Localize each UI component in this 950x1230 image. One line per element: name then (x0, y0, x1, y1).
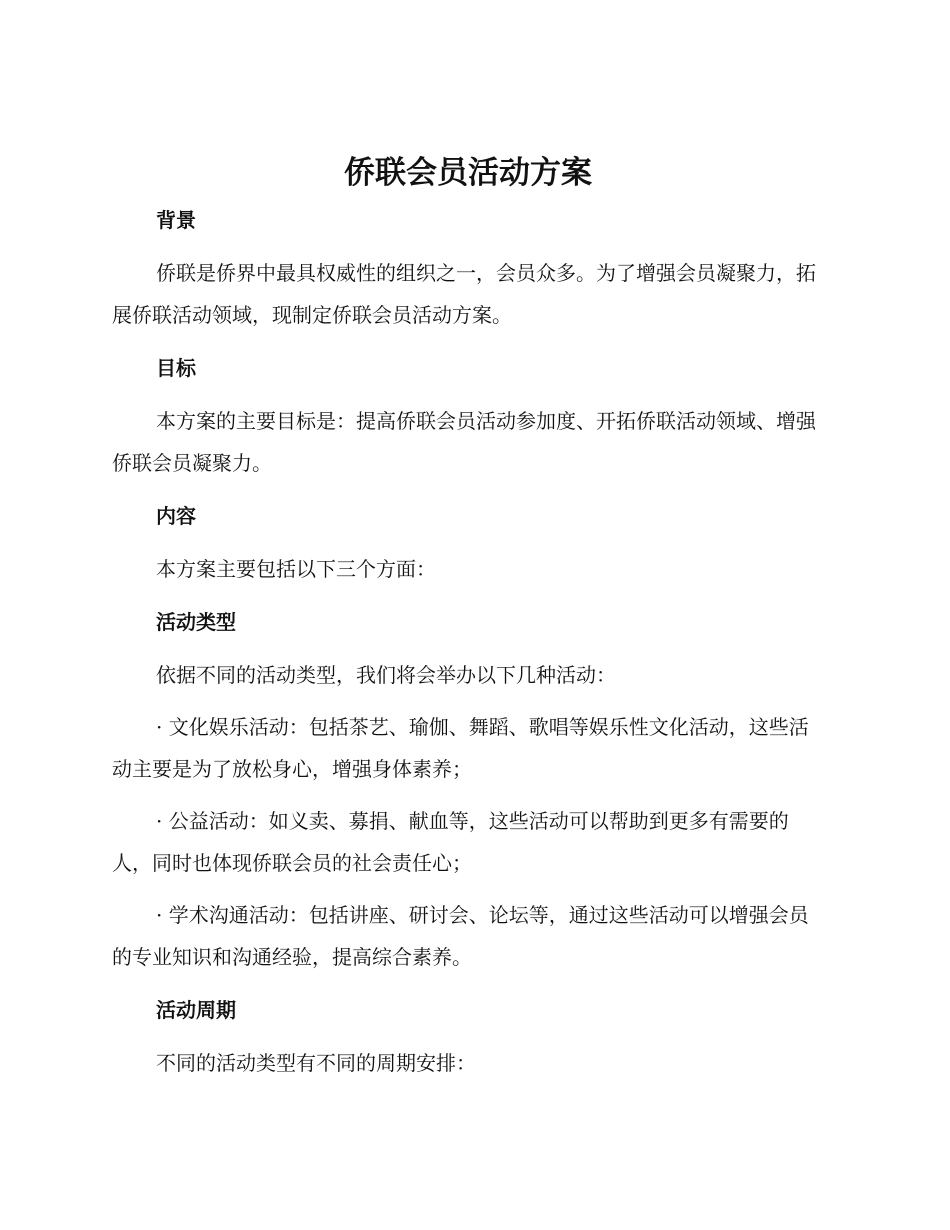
document-body (112, 150, 824, 1084)
document-title: 侨联会员活动方案 (344, 155, 592, 191)
section-heading-background: 背景 (156, 208, 196, 232)
section-heading-goal: 目标 (156, 356, 196, 380)
list-item: · 文化娱乐活动：包括茶艺、瑜伽、舞蹈、歌唱等娱乐性文化活动，这些活动主要是为了放松身心，增强身体素养； (112, 715, 809, 781)
section-heading-content: 内容 (156, 504, 196, 528)
list-item: · 学术沟通活动：包括讲座、研讨会、论坛等，通过这些活动可以增强会员的专业知识和沟通经验，提高综合素养。 (112, 903, 809, 969)
paragraph-goal: 本方案的主要目标是：提高侨联会员活动参加度、开拓侨联活动领域、增强侨联会员凝聚力。 (112, 409, 816, 475)
paragraph-background: 侨联是侨界中最具权威性的组织之一，会员众多。为了增强会员凝聚力，拓展侨联活动领域，现制定侨联会员活动方案。 (112, 261, 816, 327)
section-heading-activity-cycle: 活动周期 (156, 998, 236, 1022)
paragraph-content: 本方案主要包括以下三个方面： (156, 557, 436, 581)
paragraph-activity-cycle: 不同的活动类型有不同的周期安排： (156, 1051, 476, 1075)
section-heading-activity-types: 活动类型 (156, 610, 236, 634)
list-item: · 公益活动：如义卖、募捐、献血等，这些活动可以帮助到更多有需要的人，同时也体现侨联会员的社会责任心； (112, 809, 789, 875)
paragraph-activity-types-intro: 依据不同的活动类型，我们将会举办以下几种活动： (156, 663, 616, 687)
